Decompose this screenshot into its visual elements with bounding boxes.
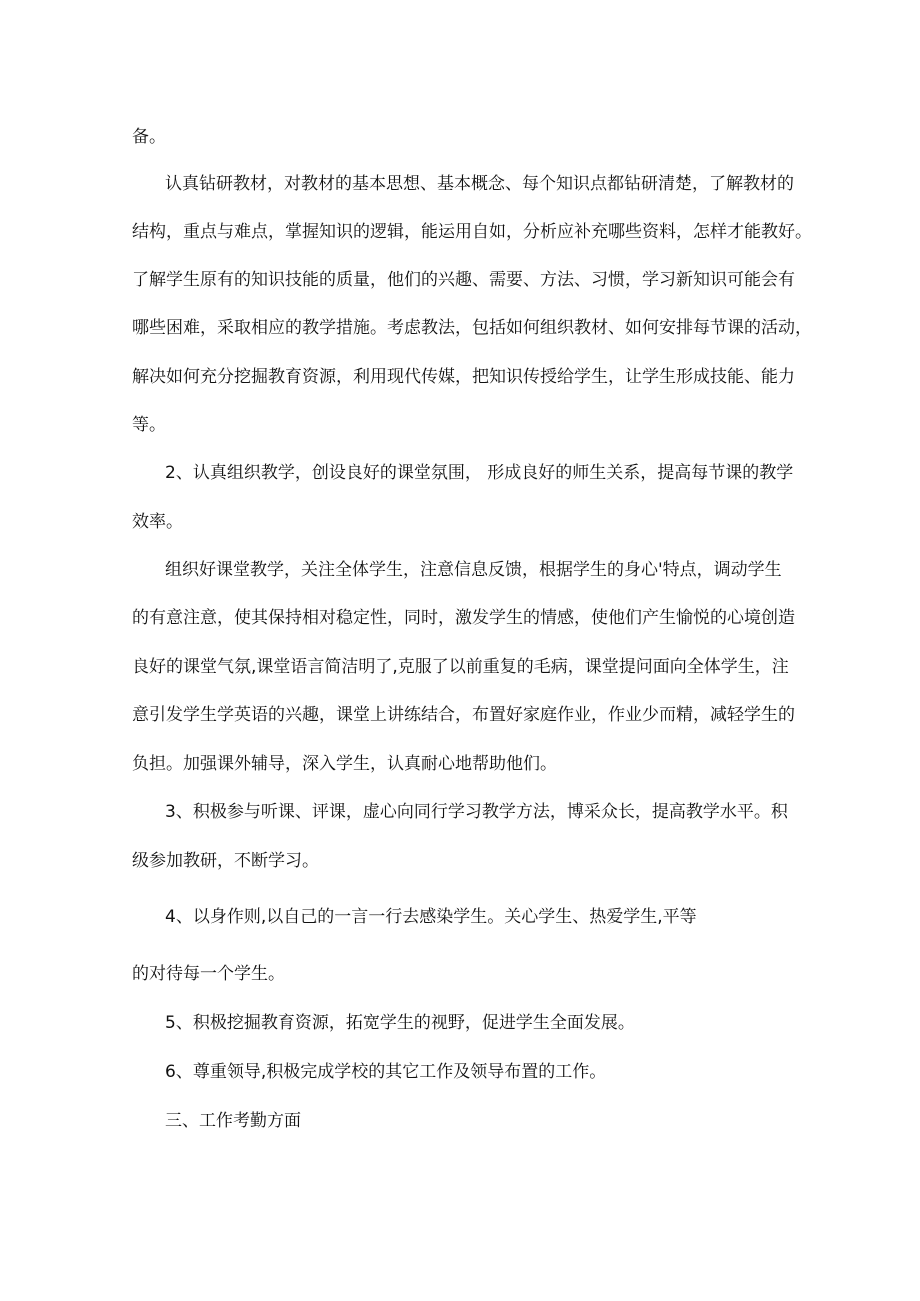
text-line: 哪些困难，采取相应的教学措施。考虑教法，包括如何组织教材、如何安排每节课的活动，	[132, 318, 812, 338]
paragraph-first-line: 6、尊重领导,积极完成学校的其它工作及领导布置的工作。	[165, 1062, 607, 1082]
text-line: 意引发学生学英语的兴趣，课堂上讲练结合，布置好家庭作业，作业少而精，减轻学生的	[132, 705, 795, 725]
text-line: 负担。加强课外辅导，深入学生，认真耐心地帮助他们。	[132, 754, 557, 774]
text-line: 的有意注意，使其保持相对稳定性，同时，激发学生的情感，使他们产生愉悦的心境创造	[132, 608, 795, 628]
text-line: 级参加教研，不断学习。	[132, 851, 319, 871]
text-line: 良好的课堂气氛,课堂语言简洁明了,克服了以前重复的毛病，课堂提问面向全体学生，注	[132, 657, 789, 677]
paragraph-first-line: 4、以身作则,以自己的一言一行去感染学生。关心学生、热爱学生,平等	[165, 907, 697, 927]
paragraph-first-line: 2、认真组织教学，创设良好的课堂氛围， 形成良好的师生关系，提高每节课的教学	[165, 463, 794, 483]
section-heading: 三、工作考勤方面	[165, 1111, 301, 1131]
text-line: 解决如何充分挖掘教育资源，利用现代传媒，把知识传授给学生，让学生形成技能、能力	[132, 367, 795, 387]
paragraph-first-line: 认真钻研教材，对教材的基本思想、基本概念、每个知识点都钻研清楚，了解教材的	[165, 174, 794, 194]
paragraph-first-line: 3、积极参与听课、评课，虚心向同行学习教学方法，博采众长，提高教学水平。积	[165, 802, 788, 822]
text-line: 效率。	[132, 512, 183, 532]
text-line: 备。	[132, 127, 166, 147]
text-line: 的对待每一个学生。	[132, 964, 285, 984]
text-line: 了解学生原有的知识技能的质量，他们的兴趣、需要、方法、习惯，学习新知识可能会有	[132, 270, 795, 290]
text-line: 结构，重点与难点，掌握知识的逻辑，能运用自如，分析应补充哪些资料，怎样才能教好。	[132, 222, 812, 242]
text-line: 等。	[132, 415, 166, 435]
paragraph-first-line: 5、积极挖掘教育资源，拓宽学生的视野，促进学生全面发展。	[165, 1013, 635, 1033]
paragraph-first-line: 组织好课堂教学，关注全体学生，注意信息反馈，根据学生的身心'特点，调动学生	[165, 560, 782, 580]
